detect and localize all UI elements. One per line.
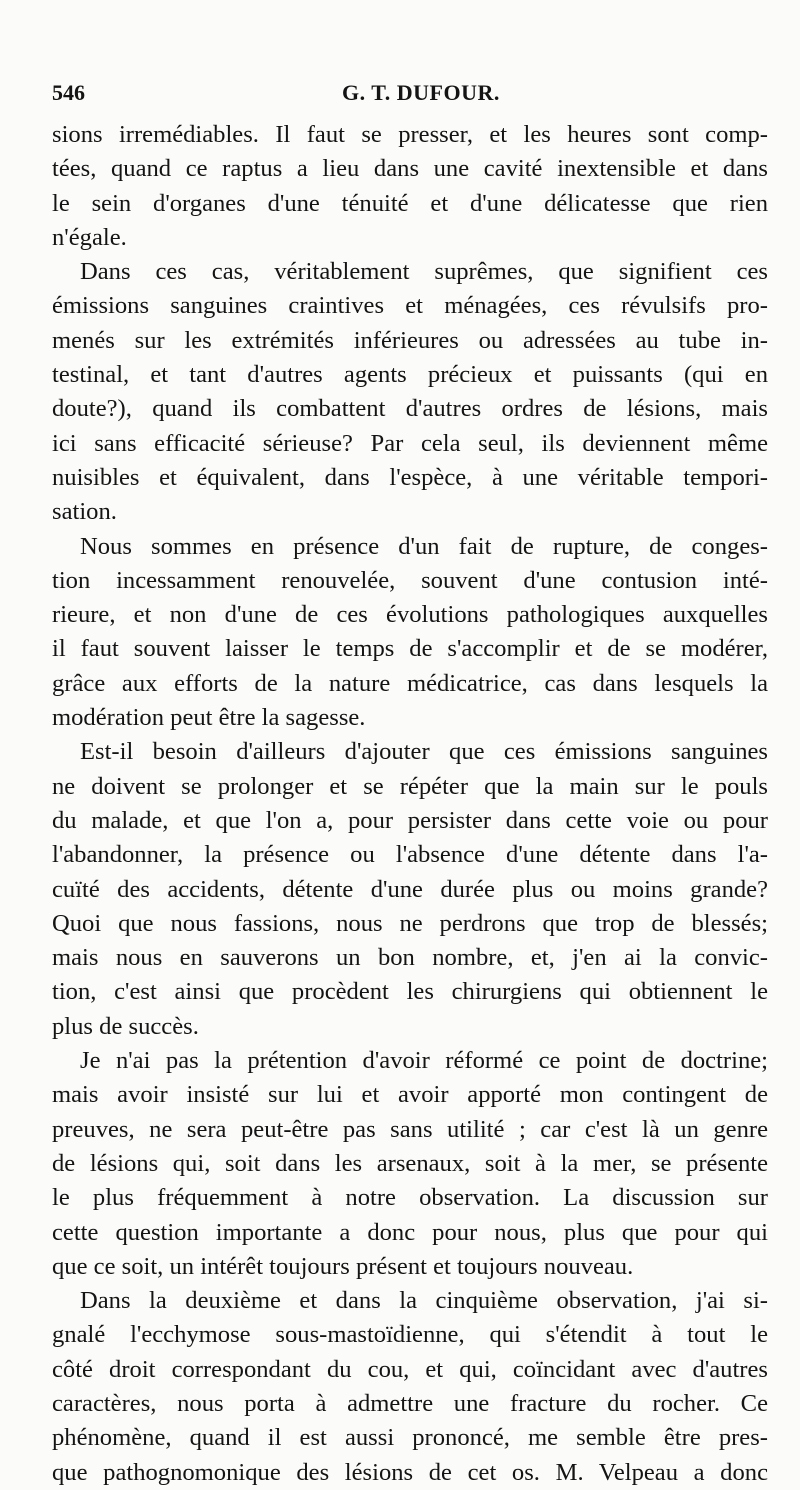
text-line: nuisibles et équivalent, dans l'espèce, à une véritable tempori- — [52, 463, 768, 491]
page-number: 546 — [52, 80, 85, 105]
text-line: tées, quand ce raptus a lieu dans une cavité inextensible et dans — [52, 155, 768, 183]
text-line: Nous sommes en présence d'un fait de rupture, de conges- — [80, 532, 768, 560]
text-line: que pathognomonique des lésions de cet os. M. Velpeau a donc — [52, 1458, 768, 1486]
text-line: Dans ces cas, véritablement suprêmes, que signifient ces — [80, 258, 768, 286]
text-line: le plus fréquemment à notre observation. La discussion sur — [52, 1184, 768, 1212]
text-line: gnalé l'ecchymose sous-mastoïdienne, qui s'étendit à tout le — [52, 1321, 768, 1349]
text-line: preuves, ne sera peut-être pas sans utilité ; car c'est là un genre — [52, 1115, 768, 1143]
page-header — [52, 80, 770, 112]
text-line: émissions sanguines craintives et ménagées, ces révulsifs pro- — [52, 292, 768, 320]
text-line: ici sans efficacité sérieuse? Par cela seul, ils deviennent même — [52, 429, 768, 457]
text-line: grâce aux efforts de la nature médicatrice, cas dans lesquels la — [52, 669, 768, 697]
text-line: mais avoir insisté sur lui et avoir apporté mon contingent de — [52, 1081, 768, 1109]
text-line: tion, c'est ainsi que procèdent les chirurgiens qui obtiennent le — [52, 978, 768, 1006]
text-line: modération peut être la sagesse. — [52, 704, 366, 732]
text-line: n'égale. — [52, 223, 127, 251]
text-line: testinal, et tant d'autres agents précieux et puissants (qui en — [52, 361, 768, 389]
text-line: le sein d'organes d'une ténuité et d'une délicatesse que rien — [52, 189, 768, 217]
text-line: cette question importante a donc pour nous, plus que pour qui — [52, 1218, 768, 1246]
text-line: menés sur les extrémités inférieures ou adressées au tube in- — [52, 326, 768, 354]
running-title: G. T. DUFOUR. — [342, 80, 500, 105]
text-line: du malade, et que l'on a, pour persister dans cette voie ou pour — [52, 806, 768, 834]
text-line: l'abandonner, la présence ou l'absence d'une détente dans l'a- — [52, 841, 768, 869]
text-line: phénomène, quand il est aussi prononcé, me semble être pres- — [52, 1424, 768, 1452]
text-line: Est-il besoin d'ailleurs d'ajouter que ces émissions sanguines — [80, 738, 768, 766]
text-line: rieure, et non d'une de ces évolutions pathologiques auxquelles — [52, 601, 768, 629]
body-text — [52, 118, 768, 1490]
text-line: Dans la deuxième et dans la cinquième observation, j'ai si- — [80, 1287, 768, 1315]
text-line: sation. — [52, 498, 117, 526]
text-line: Je n'ai pas la prétention d'avoir réformé ce point de doctrine; — [80, 1047, 768, 1075]
text-line: il faut souvent laisser le temps de s'accomplir et de se modérer, — [52, 635, 768, 663]
text-line: tion incessamment renouvelée, souvent d'une contusion inté- — [52, 566, 768, 594]
text-line: de lésions qui, soit dans les arsenaux, soit à la mer, se présente — [52, 1149, 768, 1177]
text-line: sions irremédiables. Il faut se presser, et les heures sont comp- — [52, 121, 768, 148]
text-line: côté droit correspondant du cou, et qui, coïncidant avec d'autres — [52, 1355, 768, 1383]
text-line: mais nous en sauverons un bon nombre, et, j'en ai la convic- — [52, 944, 768, 972]
text-line: cuïté des accidents, détente d'une durée plus ou moins grande? — [52, 875, 768, 903]
text-line: doute?), quand ils combattent d'autres ordres de lésions, mais — [52, 395, 768, 423]
text-line: que ce soit, un intérêt toujours présent et toujours nouveau. — [52, 1252, 634, 1280]
text-line: plus de succès. — [52, 1012, 199, 1040]
text-line: Quoi que nous fassions, nous ne perdrons que trop de blessés; — [52, 909, 768, 937]
text-line: caractères, nous porta à admettre une fracture du rocher. Ce — [52, 1389, 768, 1417]
text-line: ne doivent se prolonger et se répéter que la main sur le pouls — [52, 772, 768, 800]
